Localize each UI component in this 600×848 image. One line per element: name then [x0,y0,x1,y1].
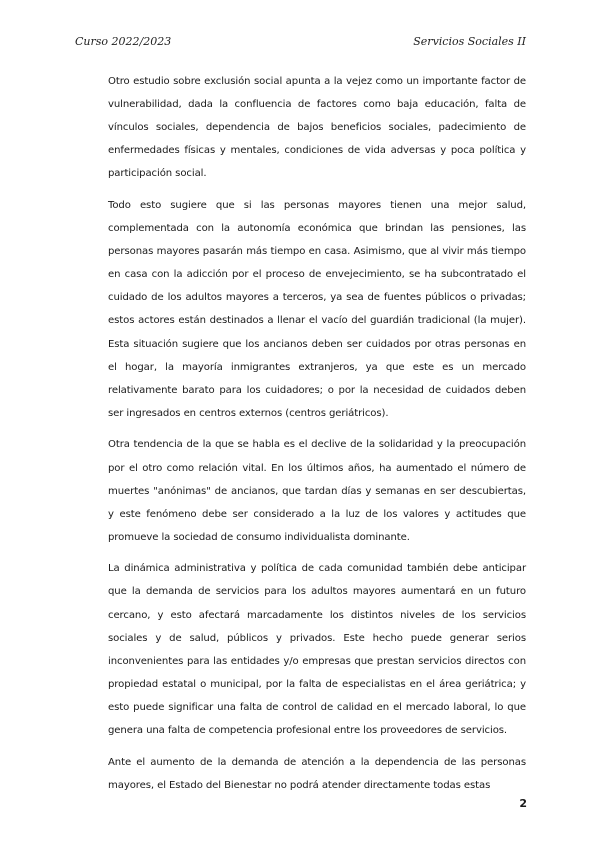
paragraph-1: Otro estudio sobre exclusión social apunta a la vejez como un importante factor de vulnerabilidad, dada la confluencia de factores como baja educación, falta de vínculos sociales, dependencia de bajos beneficios sociales, padecimiento de enfermedades físicas y mentales, condiciones de vida adversas y poca política y participación social. [108,76,526,180]
subject-label: Servicios Sociales II [413,35,526,48]
document-body [108,70,526,805]
paragraph-5: Ante el aumento de la demanda de atención a la dependencia de las personas mayores, el Estado del Bienestar no podrá atender directamente todas estas [108,756,526,791]
paragraph-4: La dinámica administrativa y política de cada comunidad también debe anticipar que la demanda de servicios para los adultos mayores aumentará en un futuro cercano, y esto afectará marcadamente los distintos niveles de los servicios sociales y de salud, públicos y privados. Este hecho puede generar serios inconvenientes para las entidades y/o empresas que prestan servicios directos con propiedad estatal o municipal, por la falta de especialistas en el área geriátrica; y esto puede significar una falta de control de calidad en el mercado laboral, lo que genera una falta de competencia profesional entre los proveedores de servicios. [108,563,526,737]
page-number: 2 [519,797,527,810]
paragraph-3: Otra tendencia de la que se habla es el declive de la solidaridad y la preocupación por el otro como relación vital. En los últimos años, ha aumentado el número de muertes "anónimas" de ancianos, que tardan días y semanas en ser descubiertas, y este fenómeno debe ser considerado a la luz de los valores y actitudes que promueve la sociedad de consumo individualista dominante. [108,439,526,543]
paragraph-2: Todo esto sugiere que si las personas mayores tienen una mejor salud, complementada con la autonomía económica que brindan las pensiones, las personas mayores pasarán más tiempo en casa. Asimismo, que al vivir más tiempo en casa con la adicción por el proceso de envejecimiento, se ha subcontratado el cuidado de los adultos mayores a terceros, ya sea de fuentes públicos o privadas; estos actores están destinados a llenar el vacío del guardián tradicional (la mujer). Esta situación sugiere que los ancianos deben ser cuidados por otras personas en el hogar, la mayoría inmigrantes extranjeros, ya que este es un mercado relativamente barato para los cuidadores; o por la necesidad de cuidados deben ser ingresados en centros externos (centros geriátricos). [108,199,526,419]
page-header [75,35,526,51]
course-label: Curso 2022/2023 [75,35,172,48]
